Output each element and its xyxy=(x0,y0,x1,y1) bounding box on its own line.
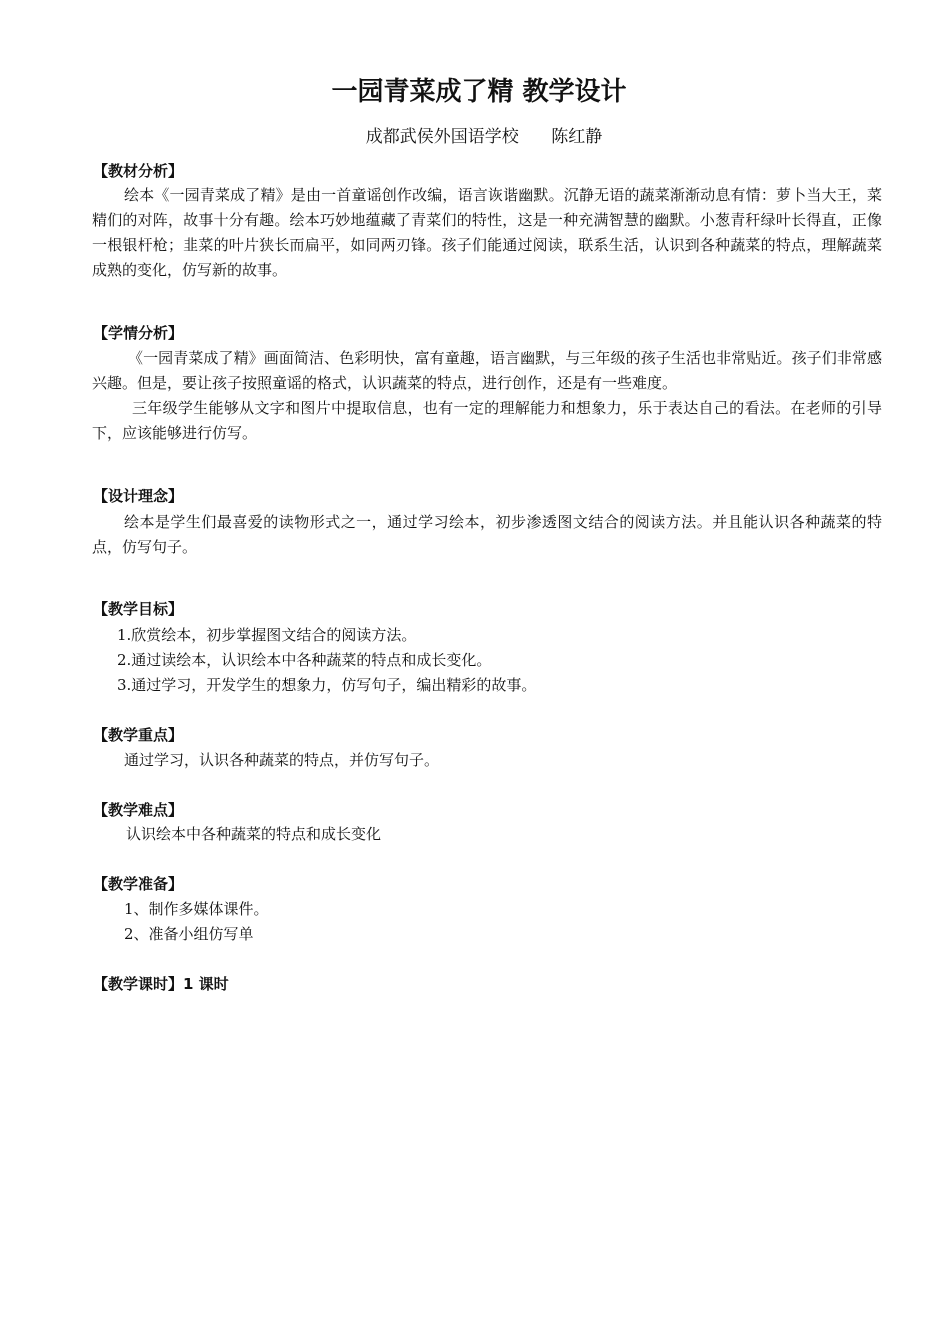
section-heading-hours: 【教学课时】1 课时 xyxy=(93,975,229,993)
section-heading-difficulties: 【教学难点】 xyxy=(93,801,184,819)
difficulties-text: 认识绘本中各种蔬菜的特点和成长变化 xyxy=(126,825,382,843)
preparation-item: 2、准备小组仿写单 xyxy=(124,925,254,943)
section-heading-preparation: 【教学准备】 xyxy=(93,875,184,893)
section-heading-material: 【教材分析】 xyxy=(93,162,184,180)
section-heading-concept: 【设计理念】 xyxy=(93,487,184,505)
section-heading-goals: 【教学目标】 xyxy=(93,600,184,618)
goal-item: 3.通过学习，开发学生的想象力，仿写句子，编出精彩的故事。 xyxy=(117,676,537,694)
material-analysis-text: 绘本《一园青菜成了精》是由一首童谣创作改编，语言诙谐幽默。沉静无语的蔬菜渐渐动息有情：萝卜当大王，菜精们的对阵，故事十分有趣。绘本巧妙地蕴藏了青菜们的特性，这是一种充满智慧的幽默。小葱青秆绿叶长得直，正像一根银杆枪；韭菜的叶片狭长而扁平，如同两刃锋。孩子们能通过阅读，联系生活，认识到各种蔬菜的特点，理解蔬菜成熟的变化，仿写新的故事。 xyxy=(92,186,882,279)
students-analysis-paragraph-1: 《一园青菜成了精》画面简洁、色彩明快，富有童趣，语言幽默，与三年级的孩子生活也非常贴近。孩子们非常感兴趣。但是，要让孩子按照童谣的格式，认识蔬菜的特点，进行创作，还是有一些难度。 xyxy=(92,349,882,392)
section-heading-key-points: 【教学重点】 xyxy=(93,726,184,744)
section-heading-students: 【学情分析】 xyxy=(93,324,184,342)
preparation-item: 1、制作多媒体课件。 xyxy=(124,900,269,918)
key-points-text: 通过学习，认识各种蔬菜的特点，并仿写句子。 xyxy=(124,751,440,769)
goal-item: 2.通过读绘本，认识绘本中各种蔬菜的特点和成长变化。 xyxy=(117,651,492,669)
goal-item: 1.欣赏绘本，初步掌握图文结合的阅读方法。 xyxy=(117,626,417,644)
students-analysis-paragraph-2: 三年级学生能够从文字和图片中提取信息，也有一定的理解能力和想象力，乐于表达自己的看法。在老师的引导下，应该能够进行仿写。 xyxy=(92,399,882,442)
document-title: 一园青菜成了精 教学设计 xyxy=(331,77,627,107)
design-concept-text: 绘本是学生们最喜爱的读物形式之一，通过学习绘本，初步渗透图文结合的阅读方法。并且能认识各种蔬菜的特点，仿写句子。 xyxy=(92,513,882,556)
document-author-line: 成都武侯外国语学校 陈红静 xyxy=(365,127,603,147)
